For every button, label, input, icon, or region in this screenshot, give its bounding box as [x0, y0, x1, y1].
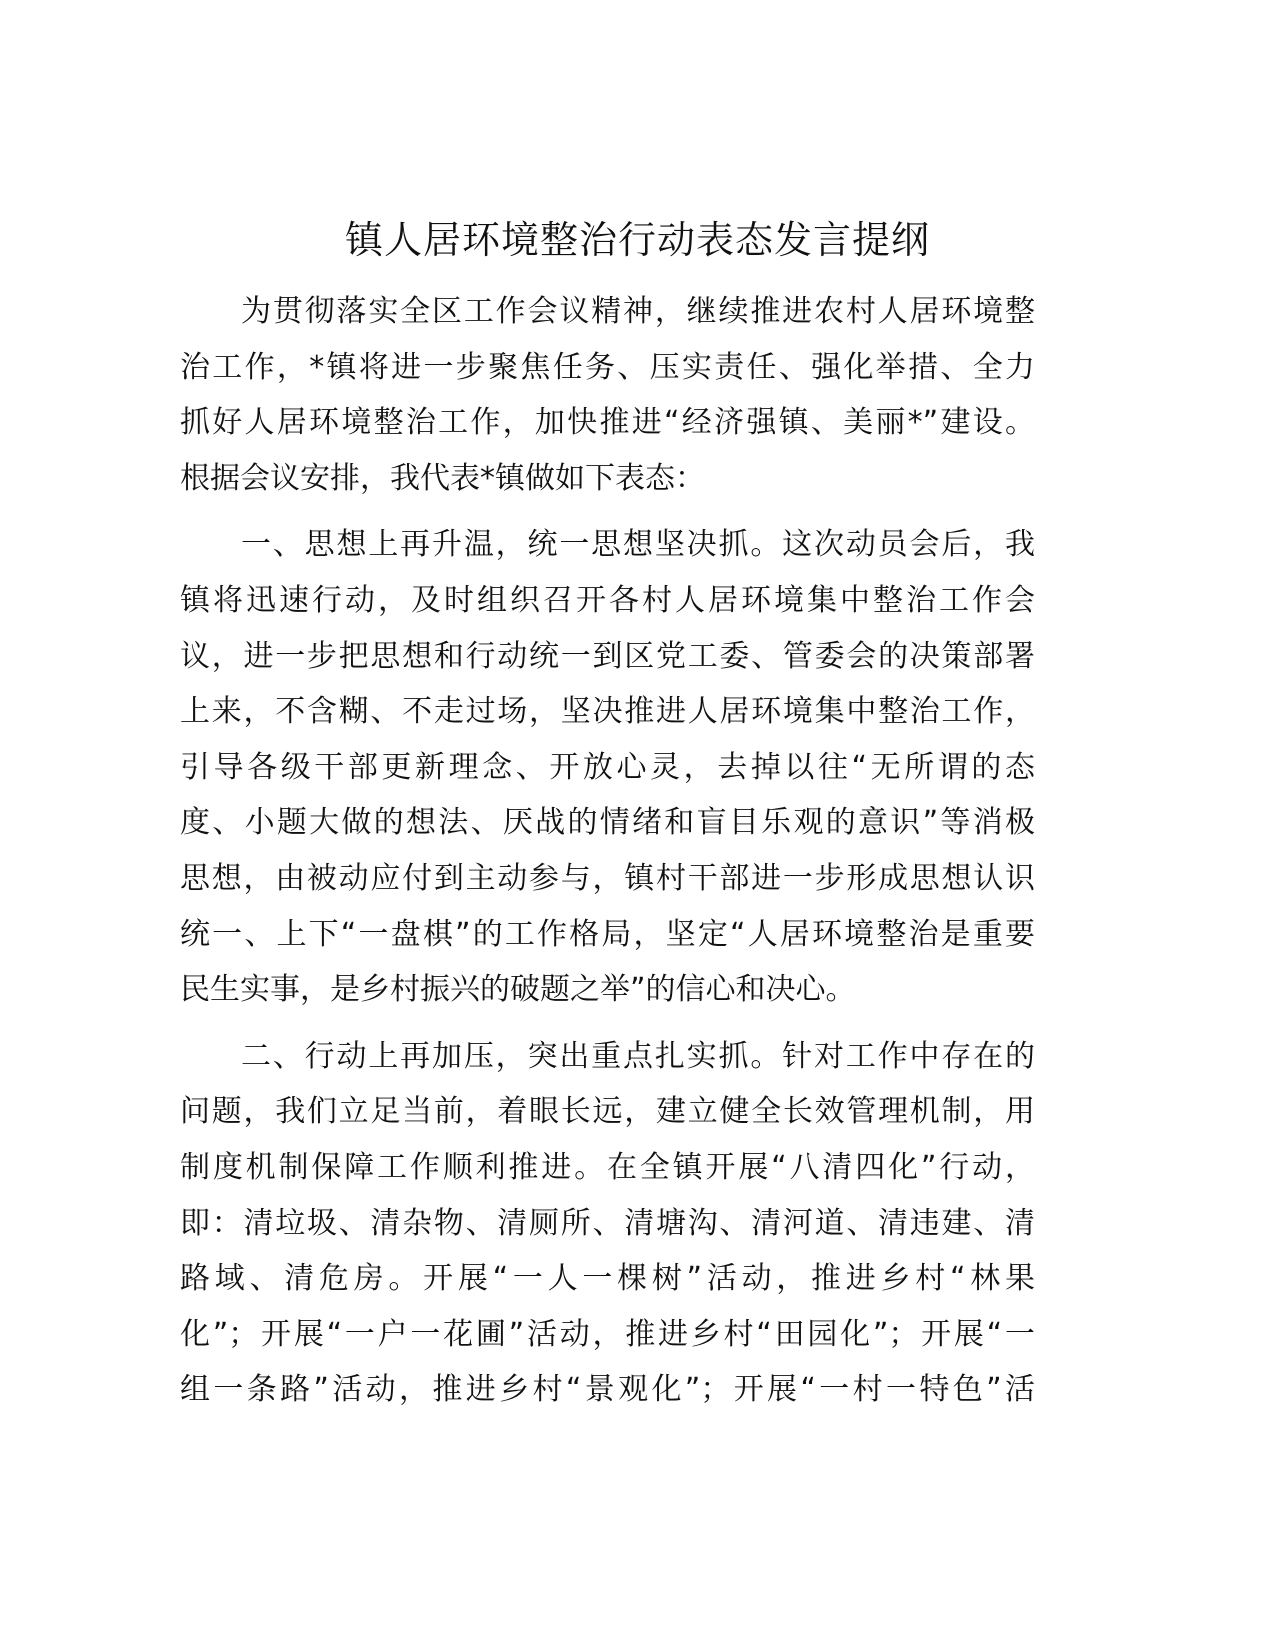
text-line: 根据会议安排，我代表*镇做如下表态：	[180, 460, 705, 496]
text-line: 思想，由被动应付到主动参与，镇村干部进一步形成思想认识	[180, 860, 1035, 896]
paragraph	[180, 284, 1035, 506]
text-line: 问题，我们立足当前，着眼长远，建立健全长效管理机制，用	[180, 1094, 1035, 1130]
document-body	[180, 284, 1035, 1429]
text-line: 镇将迅速行动，及时组织召开各村人居环境集中整治工作会	[180, 582, 1035, 618]
text-line: 治工作，*镇将进一步聚焦任务、压实责任、强化举措、全力	[180, 349, 1035, 385]
text-line: 即：清垃圾、清杂物、清厕所、清塘沟、清河道、清违建、清	[180, 1205, 1035, 1241]
text-line: 民生实事，是乡村振兴的破题之举”的信心和决心。	[180, 972, 856, 1008]
paragraph	[180, 517, 1035, 1017]
text-line: 二、行动上再加压，突出重点扎实抓。针对工作中存在的	[241, 1038, 1035, 1074]
text-line: 为贯彻落实全区工作会议精神，继续推进农村人居环境整	[241, 294, 1035, 329]
paragraph	[180, 1029, 1035, 1418]
text-line: 抓好人居环境整治工作，加快推进“经济强镇、美丽*”建设。	[180, 405, 1035, 441]
text-line: 组一条路”活动，推进乡村“景观化”；开展“一村一特色”活	[180, 1372, 1035, 1408]
text-line: 度、小题大做的想法、厌战的情绪和盲目乐观的意识”等消极	[180, 805, 1035, 841]
text-line: 制度机制保障工作顺利推进。在全镇开展“八清四化”行动，	[180, 1149, 1035, 1185]
document-title: 镇人居环境整治行动表态发言提纲	[344, 218, 930, 262]
text-line: 上来，不含糊、不走过场，坚决推进人居环境集中整治工作，	[180, 694, 1035, 730]
text-line: 路域、清危房。开展“一人一棵树”活动，推进乡村“林果	[180, 1261, 1035, 1297]
text-line: 一、思想上再升温，统一思想坚决抓。这次动员会后，我	[241, 527, 1035, 563]
text-line: 议，进一步把思想和行动统一到区党工委、管委会的决策部署	[180, 638, 1035, 674]
text-line: 化”；开展“一户一花圃”活动，推进乡村“田园化”；开展“一	[180, 1316, 1035, 1352]
text-line: 统一、上下“一盘棋”的工作格局，坚定“人居环境整治是重要	[180, 916, 1035, 952]
text-line: 引导各级干部更新理念、开放心灵，去掉以往“无所谓的态	[180, 749, 1035, 785]
